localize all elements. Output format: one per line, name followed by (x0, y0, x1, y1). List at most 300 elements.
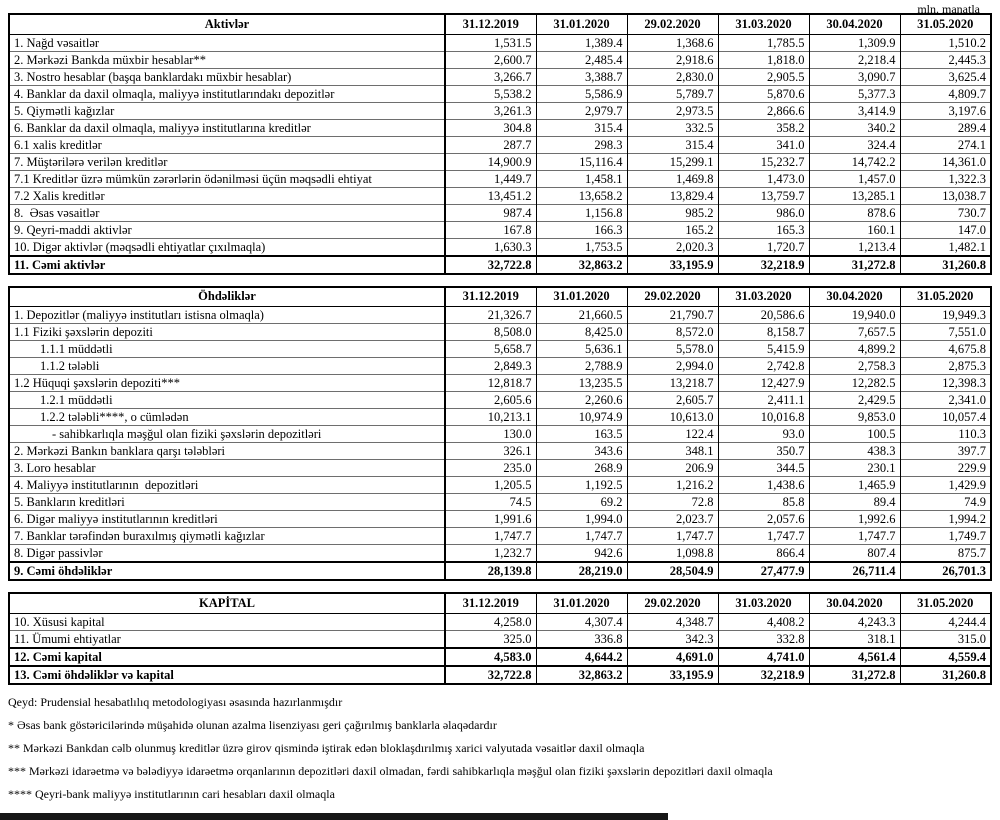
row-label: 1.2 Hüquqi şəxslərin depoziti*** (9, 375, 445, 392)
row-label: 10. Digər aktivlər (məqsədli ehtiyatlar çıxılmaqla) (9, 238, 445, 256)
table-row (9, 170, 991, 187)
table-row (9, 426, 991, 443)
column-header-date: 29.02.2020 (627, 287, 718, 307)
cell-value: 1,994.2 (900, 511, 991, 528)
cell-value: 358.2 (718, 119, 809, 136)
cell-value: 165.2 (627, 221, 718, 238)
table-row (9, 85, 991, 102)
cell-value: 2,445.3 (900, 51, 991, 68)
cell-value: 2,057.6 (718, 511, 809, 528)
cell-value: 1,818.0 (718, 51, 809, 68)
cell-value: 2,411.1 (718, 392, 809, 409)
cell-value: 438.3 (809, 443, 900, 460)
column-header-date: 31.03.2020 (718, 287, 809, 307)
cell-value: 1,449.7 (445, 170, 536, 187)
table-row (9, 562, 991, 580)
cell-value: 1,747.7 (627, 528, 718, 545)
table-row (9, 238, 991, 256)
capital-table (8, 592, 992, 685)
cell-value: 1,630.3 (445, 238, 536, 256)
footnotes (8, 695, 938, 802)
footnote: * Əsas bank göstəricilərində müşahidə olunan azalma lisenziyası geri çağırılmış banklarla əlaqədardır (8, 717, 497, 732)
column-header-date: 31.01.2020 (536, 593, 627, 613)
cell-value: 10,613.0 (627, 409, 718, 426)
table-row (9, 511, 991, 528)
cell-value: 3,261.3 (445, 102, 536, 119)
cell-value: 21,660.5 (536, 307, 627, 324)
cell-value: 122.4 (627, 426, 718, 443)
cell-value: 15,299.1 (627, 153, 718, 170)
cell-value: 343.6 (536, 443, 627, 460)
row-label: 3. Nostro hesablar (başqa banklardakı müxbir hesablar) (9, 68, 445, 85)
row-label: 1.1 Fiziki şəxslərin depoziti (9, 324, 445, 341)
column-header-date: 31.03.2020 (718, 593, 809, 613)
table-row (9, 34, 991, 51)
row-label: 6. Banklar da daxil olmaqla, maliyyə institutlarına kreditlər (9, 119, 445, 136)
cell-value: 3,266.7 (445, 68, 536, 85)
header-row (9, 14, 991, 34)
cell-value: 2,918.6 (627, 51, 718, 68)
cell-value: 2,341.0 (900, 392, 991, 409)
row-label: 13. Cəmi öhdəliklər və kapital (9, 666, 445, 684)
row-label: 1.1.2 tələbli (9, 358, 445, 375)
row-label: 11. Cəmi aktivlər (9, 256, 445, 274)
cell-value: 8,425.0 (536, 324, 627, 341)
cell-value: 21,326.7 (445, 307, 536, 324)
row-label: 1.2.1 müddətli (9, 392, 445, 409)
table-row (9, 460, 991, 477)
cell-value: 13,235.5 (536, 375, 627, 392)
cell-value: 10,974.9 (536, 409, 627, 426)
cell-value: 1,994.0 (536, 511, 627, 528)
cell-value: 5,870.6 (718, 85, 809, 102)
cell-value: 13,218.7 (627, 375, 718, 392)
cell-value: 100.5 (809, 426, 900, 443)
row-label: 1. Nağd vəsaitlər (9, 34, 445, 51)
column-header-date: 31.12.2019 (445, 593, 536, 613)
cell-value: 8,572.0 (627, 324, 718, 341)
cell-value: 1,232.7 (445, 545, 536, 563)
unit-label-wrap (8, 0, 992, 13)
cell-value: 21,790.7 (627, 307, 718, 324)
cell-value: 27,477.9 (718, 562, 809, 580)
cell-value: 10,213.1 (445, 409, 536, 426)
cell-value: 344.5 (718, 460, 809, 477)
cell-value: 4,559.4 (900, 648, 991, 666)
assets-table (8, 13, 992, 275)
cell-value: 13,658.2 (536, 187, 627, 204)
cell-value: 875.7 (900, 545, 991, 563)
cell-value: 1,747.7 (809, 528, 900, 545)
table-row (9, 477, 991, 494)
column-header-date: 30.04.2020 (809, 287, 900, 307)
row-label: 2. Mərkəzi Bankın banklara qarşı tələbləri (9, 443, 445, 460)
cell-value: 229.9 (900, 460, 991, 477)
cell-value: 32,863.2 (536, 666, 627, 684)
row-label: 2. Mərkəzi Bankda müxbir hesablar** (9, 51, 445, 68)
table-row (9, 307, 991, 324)
cell-value: 14,900.9 (445, 153, 536, 170)
column-header-date: 31.01.2020 (536, 287, 627, 307)
table-row (9, 494, 991, 511)
cell-value: 986.0 (718, 204, 809, 221)
cell-value: 326.1 (445, 443, 536, 460)
cell-value: 878.6 (809, 204, 900, 221)
cell-value: 2,866.6 (718, 102, 809, 119)
cell-value: 130.0 (445, 426, 536, 443)
table-row (9, 187, 991, 204)
table-row (9, 528, 991, 545)
cell-value: 28,504.9 (627, 562, 718, 580)
cell-value: 2,429.5 (809, 392, 900, 409)
section-title: Öhdəliklər (9, 287, 445, 307)
cell-value: 1,098.8 (627, 545, 718, 563)
table-row (9, 666, 991, 684)
row-label: 7. Banklar tərəfindən buraxılmış qiymətli kağızlar (9, 528, 445, 545)
column-header-date: 31.12.2019 (445, 14, 536, 34)
cell-value: 93.0 (718, 426, 809, 443)
table-row (9, 119, 991, 136)
row-label: 7. Müştərilərə verilən kreditlər (9, 153, 445, 170)
cell-value: 4,583.0 (445, 648, 536, 666)
table-row (9, 221, 991, 238)
cell-value: 2,260.6 (536, 392, 627, 409)
tables (8, 13, 992, 685)
table-row (9, 204, 991, 221)
cell-value: 32,722.8 (445, 256, 536, 274)
cell-value: 5,658.7 (445, 341, 536, 358)
table-row (9, 409, 991, 426)
cell-value: 13,285.1 (809, 187, 900, 204)
cell-value: 5,586.9 (536, 85, 627, 102)
cell-value: 3,625.4 (900, 68, 991, 85)
cell-value: 89.4 (809, 494, 900, 511)
column-header-date: 31.01.2020 (536, 14, 627, 34)
cell-value: 2,023.7 (627, 511, 718, 528)
cell-value: 1,458.1 (536, 170, 627, 187)
cell-value: 318.1 (809, 630, 900, 648)
cell-value: 5,377.3 (809, 85, 900, 102)
cell-value: 2,485.4 (536, 51, 627, 68)
cell-value: 268.9 (536, 460, 627, 477)
cell-value: 28,219.0 (536, 562, 627, 580)
cell-value: 15,232.7 (718, 153, 809, 170)
row-label: 1.1.1 müddətli (9, 341, 445, 358)
row-label: 7.1 Kreditlər üzrə mümkün zərərlərin ödənilməsi üçün məqsədli ehtiyat (9, 170, 445, 187)
cell-value: 1,465.9 (809, 477, 900, 494)
cell-value: 1,389.4 (536, 34, 627, 51)
cell-value: 1,510.2 (900, 34, 991, 51)
cell-value: 163.5 (536, 426, 627, 443)
cell-value: 4,244.4 (900, 613, 991, 630)
cell-value: 9,853.0 (809, 409, 900, 426)
footnote: **** Qeyri-bank maliyyə institutlarının cari hesabları daxil olmaqla (8, 786, 335, 801)
cell-value: 31,260.8 (900, 666, 991, 684)
cell-value: 4,408.2 (718, 613, 809, 630)
cell-value: 315.4 (536, 119, 627, 136)
cell-value: 315.0 (900, 630, 991, 648)
cell-value: 69.2 (536, 494, 627, 511)
table-row (9, 68, 991, 85)
cell-value: 31,272.8 (809, 666, 900, 684)
section-title: KAPİTAL (9, 593, 445, 613)
table-gap (8, 581, 992, 592)
cell-value: 14,361.0 (900, 153, 991, 170)
cell-value: 304.8 (445, 119, 536, 136)
cell-value: 2,020.3 (627, 238, 718, 256)
cell-value: 28,139.8 (445, 562, 536, 580)
cell-value: 13,829.4 (627, 187, 718, 204)
cell-value: 5,538.2 (445, 85, 536, 102)
cell-value: 4,899.2 (809, 341, 900, 358)
cropped-table-edge (0, 813, 668, 820)
cell-value: 274.1 (900, 136, 991, 153)
table-row (9, 256, 991, 274)
cell-value: 7,551.0 (900, 324, 991, 341)
cell-value: 2,905.5 (718, 68, 809, 85)
cell-value: 4,243.3 (809, 613, 900, 630)
cell-value: 32,218.9 (718, 256, 809, 274)
cell-value: 1,216.2 (627, 477, 718, 494)
cell-value: 336.8 (536, 630, 627, 648)
cell-value: 4,348.7 (627, 613, 718, 630)
cell-value: 13,038.7 (900, 187, 991, 204)
cell-value: 2,875.3 (900, 358, 991, 375)
table-row (9, 648, 991, 666)
cell-value: 340.2 (809, 119, 900, 136)
cell-value: 1,482.1 (900, 238, 991, 256)
cell-value: 1,457.0 (809, 170, 900, 187)
cell-value: 32,863.2 (536, 256, 627, 274)
column-header-date: 30.04.2020 (809, 14, 900, 34)
cell-value: 985.2 (627, 204, 718, 221)
cell-value: 325.0 (445, 630, 536, 648)
row-label: 6. Digər maliyyə institutlarının kreditləri (9, 511, 445, 528)
cell-value: 167.8 (445, 221, 536, 238)
cell-value: 147.0 (900, 221, 991, 238)
cell-value: 1,438.6 (718, 477, 809, 494)
row-label: 3. Loro hesablar (9, 460, 445, 477)
table-row (9, 358, 991, 375)
cell-value: 332.5 (627, 119, 718, 136)
cell-value: 298.3 (536, 136, 627, 153)
cell-value: 2,849.3 (445, 358, 536, 375)
cell-value: 332.8 (718, 630, 809, 648)
cell-value: 324.4 (809, 136, 900, 153)
cell-value: 2,758.3 (809, 358, 900, 375)
cell-value: 1,992.6 (809, 511, 900, 528)
cell-value: 4,691.0 (627, 648, 718, 666)
cell-value: 1,747.7 (718, 528, 809, 545)
row-label: 6.1 xalis kreditlər (9, 136, 445, 153)
cell-value: 4,675.8 (900, 341, 991, 358)
cell-value: 1,213.4 (809, 238, 900, 256)
cell-value: 341.0 (718, 136, 809, 153)
row-label: 5. Qiymətli kağızlar (9, 102, 445, 119)
column-header-date: 31.05.2020 (900, 593, 991, 613)
row-label: - sahibkarlıqla məşğul olan fiziki şəxslərin depozitləri (9, 426, 445, 443)
cell-value: 1,368.6 (627, 34, 718, 51)
cell-value: 230.1 (809, 460, 900, 477)
cell-value: 2,830.0 (627, 68, 718, 85)
cell-value: 3,388.7 (536, 68, 627, 85)
column-header-date: 31.05.2020 (900, 14, 991, 34)
cell-value: 2,788.9 (536, 358, 627, 375)
table-row (9, 153, 991, 170)
column-header-date: 31.03.2020 (718, 14, 809, 34)
row-label: 9. Qeyri-maddi aktivlər (9, 221, 445, 238)
liabilities-table (8, 286, 992, 582)
footnote: Qeyd: Prudensial hesabatlılıq metodologiyası əsasında hazırlanmışdır (8, 694, 343, 709)
cell-value: 72.8 (627, 494, 718, 511)
cell-value: 2,994.0 (627, 358, 718, 375)
cell-value: 20,586.6 (718, 307, 809, 324)
header-row (9, 593, 991, 613)
cell-value: 1,469.8 (627, 170, 718, 187)
cell-value: 1,720.7 (718, 238, 809, 256)
cell-value: 1,205.5 (445, 477, 536, 494)
row-label: 1.2.2 tələbli****, o cümlədən (9, 409, 445, 426)
row-label: 9. Cəmi öhdəliklər (9, 562, 445, 580)
row-label: 8. Əsas vəsaitlər (9, 204, 445, 221)
cell-value: 2,605.6 (445, 392, 536, 409)
column-header-date: 31.05.2020 (900, 287, 991, 307)
cell-value: 2,600.7 (445, 51, 536, 68)
cell-value: 4,307.4 (536, 613, 627, 630)
table-row (9, 545, 991, 563)
cell-value: 13,759.7 (718, 187, 809, 204)
cell-value: 8,508.0 (445, 324, 536, 341)
cell-value: 397.7 (900, 443, 991, 460)
cell-value: 12,282.5 (809, 375, 900, 392)
cell-value: 342.3 (627, 630, 718, 648)
cell-value: 2,605.7 (627, 392, 718, 409)
header-row (9, 287, 991, 307)
cell-value: 3,197.6 (900, 102, 991, 119)
cell-value: 4,644.2 (536, 648, 627, 666)
cell-value: 1,322.3 (900, 170, 991, 187)
table-row (9, 443, 991, 460)
cell-value: 987.4 (445, 204, 536, 221)
cell-value: 110.3 (900, 426, 991, 443)
table-row (9, 613, 991, 630)
cell-value: 32,722.8 (445, 666, 536, 684)
cell-value: 12,398.3 (900, 375, 991, 392)
cell-value: 1,309.9 (809, 34, 900, 51)
cell-value: 942.6 (536, 545, 627, 563)
cell-value: 26,711.4 (809, 562, 900, 580)
cell-value: 10,016.8 (718, 409, 809, 426)
cell-value: 206.9 (627, 460, 718, 477)
table-row (9, 51, 991, 68)
unit-label: mln. manatla (917, 2, 980, 13)
table-row (9, 392, 991, 409)
cell-value: 1,531.5 (445, 34, 536, 51)
cell-value: 12,818.7 (445, 375, 536, 392)
cell-value: 1,991.6 (445, 511, 536, 528)
cell-value: 2,218.4 (809, 51, 900, 68)
cell-value: 348.1 (627, 443, 718, 460)
cell-value: 1,192.5 (536, 477, 627, 494)
row-label: 8. Digər passivlər (9, 545, 445, 563)
cell-value: 730.7 (900, 204, 991, 221)
cell-value: 1,473.0 (718, 170, 809, 187)
cell-value: 7,657.5 (809, 324, 900, 341)
row-label: 7.2 Xalis kreditlər (9, 187, 445, 204)
cell-value: 2,742.8 (718, 358, 809, 375)
table-gap (8, 275, 992, 286)
cell-value: 1,749.7 (900, 528, 991, 545)
row-label: 4. Maliyyə institutlarının depozitləri (9, 477, 445, 494)
cell-value: 15,116.4 (536, 153, 627, 170)
footnote: *** Mərkəzi idarəetmə və bələdiyyə idarəetmə orqanlarının depozitləri daxil olmadan, fərdi sahibkarlıqla məşğul olan fiziki şəxslərin depozitləri daxil olmaqla (8, 763, 773, 778)
cell-value: 866.4 (718, 545, 809, 563)
column-header-date: 30.04.2020 (809, 593, 900, 613)
cell-value: 33,195.9 (627, 256, 718, 274)
cell-value: 235.0 (445, 460, 536, 477)
table-row (9, 324, 991, 341)
row-label: 5. Bankların kreditləri (9, 494, 445, 511)
cell-value: 13,451.2 (445, 187, 536, 204)
row-label: 12. Cəmi kapital (9, 648, 445, 666)
cell-value: 5,789.7 (627, 85, 718, 102)
table-row (9, 136, 991, 153)
cell-value: 4,741.0 (718, 648, 809, 666)
cell-value: 33,195.9 (627, 666, 718, 684)
cell-value: 315.4 (627, 136, 718, 153)
table-row (9, 375, 991, 392)
cell-value: 1,156.8 (536, 204, 627, 221)
cell-value: 5,415.9 (718, 341, 809, 358)
cell-value: 19,949.3 (900, 307, 991, 324)
cell-value: 4,561.4 (809, 648, 900, 666)
cell-value: 5,636.1 (536, 341, 627, 358)
cell-value: 1,747.7 (445, 528, 536, 545)
cell-value: 3,090.7 (809, 68, 900, 85)
table-row (9, 341, 991, 358)
cell-value: 4,809.7 (900, 85, 991, 102)
cell-value: 165.3 (718, 221, 809, 238)
column-header-date: 29.02.2020 (627, 593, 718, 613)
section-title: Aktivlər (9, 14, 445, 34)
column-header-date: 29.02.2020 (627, 14, 718, 34)
cell-value: 31,272.8 (809, 256, 900, 274)
footnote: ** Mərkəzi Bankdan cəlb olunmuş kreditlər üzrə girov qismində iştirak edən bloklaşdırılmış xarici valyutada vəsaitlər daxil olmaqla (8, 740, 645, 755)
cell-value: 350.7 (718, 443, 809, 460)
cell-value: 74.9 (900, 494, 991, 511)
table-row (9, 630, 991, 648)
cell-value: 160.1 (809, 221, 900, 238)
column-header-date: 31.12.2019 (445, 287, 536, 307)
cell-value: 289.4 (900, 119, 991, 136)
table-row (9, 102, 991, 119)
cell-value: 2,973.5 (627, 102, 718, 119)
cell-value: 19,940.0 (809, 307, 900, 324)
cell-value: 12,427.9 (718, 375, 809, 392)
cell-value: 4,258.0 (445, 613, 536, 630)
cell-value: 1,753.5 (536, 238, 627, 256)
cell-value: 26,701.3 (900, 562, 991, 580)
cell-value: 287.7 (445, 136, 536, 153)
cell-value: 3,414.9 (809, 102, 900, 119)
row-label: 4. Banklar da daxil olmaqla, maliyyə institutlarındakı depozitlər (9, 85, 445, 102)
cell-value: 8,158.7 (718, 324, 809, 341)
cell-value: 31,260.8 (900, 256, 991, 274)
cell-value: 2,979.7 (536, 102, 627, 119)
row-label: 1. Depozitlər (maliyyə institutları istisna olmaqla) (9, 307, 445, 324)
cell-value: 32,218.9 (718, 666, 809, 684)
cell-value: 166.3 (536, 221, 627, 238)
